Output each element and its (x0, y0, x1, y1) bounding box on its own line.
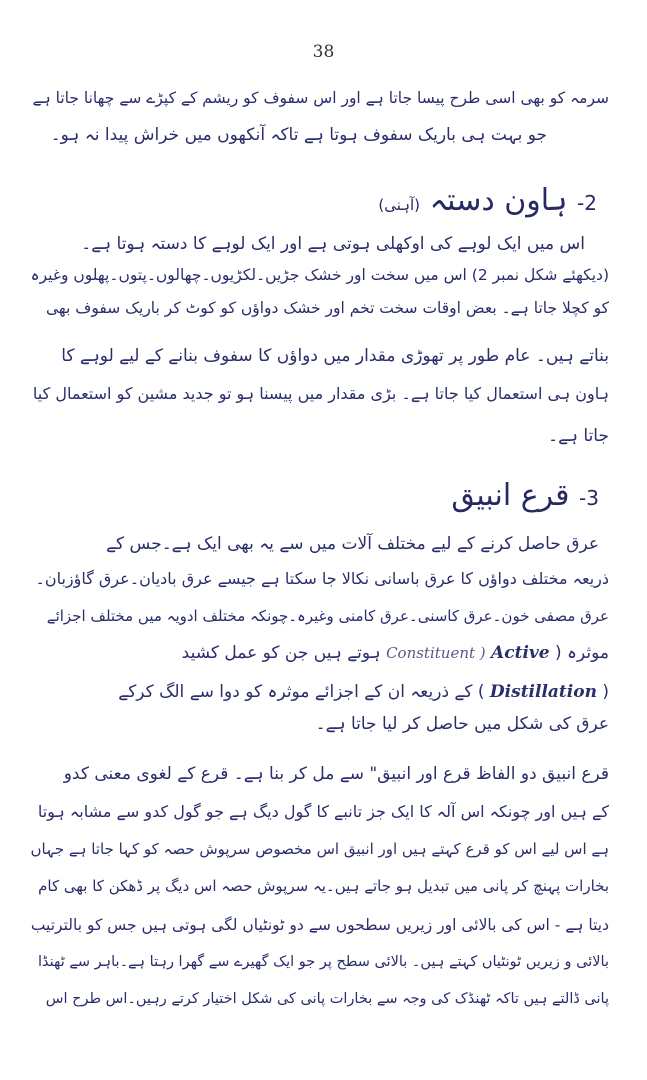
section-2-line-4: بناتے ہیں۔ عام طور پر تھوڑی مقدار میں دواؤں کا سفوف بنانے کے لیے لوہے کا (61, 346, 609, 366)
active-constituent-after: ہوتے ہیں جن کو عمل کشید (181, 643, 381, 663)
section-3-line-1: عرق حاصل کرنے کے لیے مختلف آلات میں سے یہ بھی ایک ہے۔جس کے (106, 534, 599, 554)
section-2-line-3: کو کچلا جاتا ہے۔ بعض اوقات سخت تخم اور خشک دواؤں کو کوٹ کر باریک سفوف بھی (46, 299, 609, 317)
section-3-p2-line-4: بخارات پہنچ کر پانی میں تبدیل ہو جاتے ہیں۔یہ سرپوش حصہ اس دیگ پر ڈھکن کا بھی کام (38, 877, 609, 895)
section-3-p2-line-5: دیتا ہے - اس کی بالائی اور زیریں سطحوں سے دو ٹونٹیاں لگی ہوتی ہیں جس کو بالترتیب (30, 916, 609, 934)
section-3-p2-line-2: کے ہیں اور چونکہ اس آلہ کا ایک جز تانبے کا گول دیگ ہے جو گول کدو سے مشابہ ہوتا (37, 802, 609, 821)
distillation-open: ( (602, 682, 609, 702)
section-2-number: 2- (577, 191, 597, 215)
section-3-p2-line-3: ہے اس لیے اس کو قرع کہتے ہیں اور انبیق اس مخصوص سرپوش حصہ کو کہا جاتا ہے جہاں (30, 840, 609, 858)
section-3-p2-line-7: پانی ڈالتے ہیں تاکہ ٹھنڈک کی وجہ سے بخارات پانی کی شکل اختیار کرتے رہیں۔اس طرح اس (45, 991, 609, 1007)
constituent-term: Constituent ) (386, 644, 486, 662)
section-2-title: ہاون دستہ (429, 183, 568, 218)
section-2-line-5: ہاون ہی استعمال کیا جاتا ہے۔ بڑی مقدار میں پیسنا ہو تو جدید مشین کو استعمال کیا (32, 384, 609, 403)
active-constituent-before: موثرہ ( (555, 643, 609, 663)
section-2-line-1: اس میں ایک لوہے کی اوکھلی ہوتی ہے اور ایک لوہے کا دستہ ہوتا ہے۔ (81, 234, 585, 254)
section-3-line-2: ذریعہ مختلف دواؤں کا عرق باسانی نکالا جا سکتا ہے جیسے عرق بادیان۔عرق گاؤزبان۔ (35, 569, 609, 588)
section-2-line-6: جاتا ہے۔ (548, 426, 609, 446)
section-2-subtitle: (آہنی) (378, 196, 421, 214)
intro-line-2: جو بہت ہی باریک سفوف ہوتا ہے تاکہ آنکھوں میں خراش پیدا نہ ہو۔ (50, 125, 547, 145)
section-3-line-4 (182, 641, 609, 665)
section-3-title: قرع انبیق (451, 478, 570, 513)
section-3-line-5 (118, 680, 609, 704)
distillation-term: Distillation (489, 682, 597, 702)
section-3-heading (451, 478, 599, 516)
page-number: 38 (312, 42, 335, 62)
section-3-p2-line-1: قرع انبیق دو الفاظ قرع اور انبیق" سے مل کر بنا ہے۔ قرع کے لغوی معنی کدو (63, 764, 609, 784)
section-3-number: 3- (579, 486, 599, 510)
section-2-line-2: (دیکھئے شکل نمبر 2) اس میں سخت اور خشک جڑیں۔لکڑیوں۔چھالوں۔پتوں۔پھلوں وغیرہ (30, 266, 609, 284)
section-3-line-3: عرق مصفی خون۔عرق کاسنی۔عرق کامنی وغیرہ۔چونکہ مختلف ادویہ میں مختلف اجزائے (46, 607, 609, 625)
section-2-heading (378, 183, 597, 223)
active-term: Active (491, 643, 550, 663)
intro-line-1: سرمہ کو بھی اسی طرح پیسا جاتا ہے اور اس سفوف کو ریشم کے کپڑے سے چھانا جاتا ہے (32, 89, 609, 107)
section-3-p2-line-6: بالائی و زیریں ٹونٹیاں کہتے ہیں۔ بالائی سطح پر جو ایک گھیرے سے گھرا رہتا ہے۔باہر سے ٹھنڈا (38, 954, 609, 970)
section-3-line-6: عرق کی شکل میں حاصل کر لیا جاتا ہے۔ (315, 714, 609, 734)
distillation-after: ) کے ذریعہ ان کے اجزائے موثرہ کو دوا سے الگ کرکے (118, 682, 485, 702)
